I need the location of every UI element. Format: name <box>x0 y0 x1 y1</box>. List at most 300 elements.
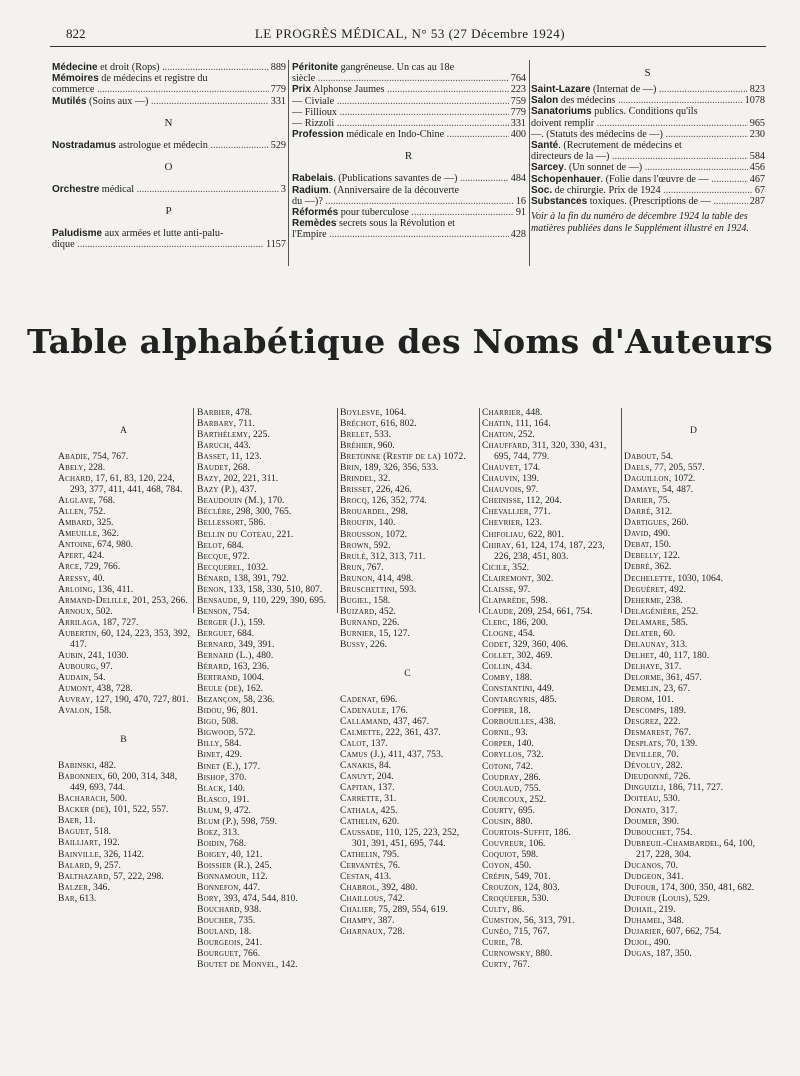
author-name: Bourgeois <box>197 937 241 949</box>
author-name: Cathala <box>340 804 376 816</box>
author-pages: , 311, 320, 330, 431, 695, 744, 779. <box>494 440 607 463</box>
author-entry <box>482 595 618 606</box>
author-pages: , 755. <box>519 782 541 794</box>
author-entry <box>197 506 333 517</box>
index-entry <box>52 228 286 239</box>
author-name: Brown <box>340 539 369 551</box>
author-entry <box>482 926 618 937</box>
author-pages: , 97. <box>95 660 113 672</box>
author-name: Derom <box>624 694 653 706</box>
author-entry <box>58 804 190 815</box>
author-pages: , 18. <box>513 705 531 717</box>
author-entry <box>340 882 476 893</box>
index-entry-rest: l'Empire <box>292 229 327 241</box>
author-entry <box>340 451 476 462</box>
author-name: Becque <box>197 550 228 562</box>
index-entry-rest: pour tuberculose <box>338 207 409 219</box>
author-name: Daguillon <box>624 473 669 485</box>
author-entry <box>482 849 618 860</box>
authors-column-1 <box>58 407 190 904</box>
author-entry <box>624 495 764 506</box>
author-name: Benson <box>197 605 228 617</box>
author-pages: , 60, 124, 223, 353, 392, 417. <box>70 627 190 650</box>
author-letter-heading: A <box>120 425 128 436</box>
author-name: Bishop <box>197 771 225 783</box>
index-entry <box>52 73 286 84</box>
section-title: Table alphabétique des Noms d'Auteurs <box>26 322 773 361</box>
author-name: Cadenat <box>340 694 376 706</box>
index-entry-rest: de médecins et registre du <box>98 73 208 85</box>
author-entry <box>482 871 618 882</box>
author-pages: , 732. <box>521 749 544 761</box>
author-pages: , 136, 411. <box>92 583 134 595</box>
author-entry <box>482 407 618 418</box>
author-name: Claparède <box>482 594 527 606</box>
author-pages: , 452. <box>374 605 396 617</box>
author-entry <box>197 429 333 440</box>
author-name: Bonnefon <box>197 882 239 894</box>
author-entry <box>340 418 476 429</box>
author-pages: , 684. <box>222 539 244 551</box>
index-entry <box>52 96 286 107</box>
author-name: Crépin <box>482 870 510 882</box>
author-entry <box>482 617 618 628</box>
author-pages: , 361, 457. <box>661 671 702 683</box>
author-pages: , 766. <box>238 948 261 960</box>
index-letter-heading: N <box>164 116 174 129</box>
author-pages: , 767. <box>361 561 384 573</box>
author-entry <box>624 771 764 782</box>
author-pages: , 454. <box>513 627 535 639</box>
author-entry <box>58 451 190 462</box>
author-pages: , 188. <box>510 672 532 684</box>
author-name: Champy <box>340 914 373 926</box>
author-pages: , 1072. <box>380 528 408 540</box>
index-keyword: Substances <box>531 196 588 208</box>
author-pages: , 186. <box>549 826 571 838</box>
index-keyword: Mutilés <box>52 95 87 107</box>
author-name: Donato <box>624 804 656 816</box>
author-name: Cervantès <box>340 859 384 871</box>
index-entry-rest: — Civiale <box>292 95 335 107</box>
author-entry <box>482 628 618 639</box>
index-entry <box>52 239 286 250</box>
index-entry-text <box>292 207 514 218</box>
index-entry-rest: . (Un sonnet de —) <box>563 162 643 174</box>
author-name: Boidin <box>197 837 225 849</box>
author-entry <box>482 738 618 749</box>
author-name: Bréhier <box>340 440 374 452</box>
author-entry <box>58 606 190 617</box>
author-name: Dubouchet <box>624 826 671 838</box>
author-entry <box>340 407 476 418</box>
author-entry <box>482 562 618 573</box>
author-entry <box>624 484 764 495</box>
author-entry <box>58 539 190 550</box>
index-keyword: Schopenhauer <box>531 173 601 185</box>
author-entry <box>482 429 618 440</box>
author-pages: , 18. <box>234 926 252 938</box>
author-name: Clairemont <box>482 572 532 584</box>
author-name: Bouland <box>197 926 235 938</box>
author-pages: , 443. <box>229 440 251 452</box>
author-pages: , 529. <box>688 892 711 904</box>
author-pages: , 187, 727. <box>97 616 139 628</box>
author-pages: , 411, 437, 753. <box>383 749 444 761</box>
author-pages: , 620. <box>377 815 400 827</box>
author-entry <box>624 705 764 716</box>
index-entry <box>531 95 765 106</box>
index-entry-text <box>531 185 753 196</box>
index-entry-rest: doivent remplir <box>531 117 595 129</box>
index-entry-text <box>292 229 509 240</box>
author-pages: , 1030, 1064. <box>672 572 723 584</box>
author-name: Coppier <box>482 705 514 717</box>
author-entry <box>197 617 333 628</box>
index-entry-text <box>292 218 526 229</box>
author-name: Cicile <box>482 561 508 573</box>
author-name: Bussy <box>340 638 366 650</box>
author-entry <box>482 661 618 672</box>
author-name: Curie <box>482 937 506 949</box>
author-name: Aubin <box>58 649 84 661</box>
index-entry-text <box>52 62 269 73</box>
index-entry <box>292 118 526 129</box>
author-name: Delagénière <box>624 605 677 617</box>
author-entry <box>58 506 190 517</box>
index-keyword: Radium <box>292 184 329 196</box>
author-pages: , 11. <box>79 815 96 827</box>
author-entry <box>58 837 190 848</box>
author-pages: , 286. <box>519 771 541 783</box>
author-entry <box>482 418 618 429</box>
author-pages: , 150. <box>649 539 672 551</box>
author-entry <box>340 606 476 617</box>
index-entry-text <box>531 174 748 185</box>
author-pages: , 61, 124, 174, 187, 223, 226, 238, 451, 803. <box>494 539 605 562</box>
author-name: Chaton <box>482 429 514 441</box>
journal-title: LE PROGRÈS MÉDICAL, N° 53 (27 Décembre 1924) <box>254 26 566 41</box>
author-name: Debré <box>624 561 650 573</box>
author-entry <box>482 805 618 816</box>
author-entry <box>58 860 190 871</box>
author-name: Desplats <box>624 738 662 750</box>
author-entry <box>624 937 764 948</box>
author-pages: , 880. <box>511 815 533 827</box>
author-name: Desmarest <box>624 727 670 739</box>
author-name: Caussade <box>340 826 381 838</box>
author-entry <box>58 517 190 528</box>
author-entry <box>197 794 333 805</box>
author-entry <box>197 871 333 882</box>
author-pages: , 9, 257. <box>89 859 121 871</box>
author-entry <box>340 738 476 749</box>
author-entry <box>197 551 333 562</box>
author-name: Delorme <box>624 671 662 683</box>
author-entry <box>58 595 190 606</box>
author-name: Callamand <box>340 716 389 728</box>
author-entry <box>197 893 333 904</box>
author-entry <box>197 783 333 794</box>
author-entry <box>340 915 476 926</box>
author-pages: , 572. <box>233 727 256 739</box>
author-pages: , 362. <box>649 561 672 573</box>
author-name: Dudgeon <box>624 870 662 882</box>
author-entry <box>197 716 333 727</box>
page-number: 822 <box>66 26 86 41</box>
author-pages: , 729, 766. <box>79 561 121 573</box>
author-entry <box>624 827 764 838</box>
index-page-number: 400 <box>510 129 526 141</box>
author-pages: , 768. <box>224 837 247 849</box>
author-entry <box>624 584 764 595</box>
author-pages: , 137. <box>372 782 395 794</box>
author-name: Arrilaga <box>58 616 98 628</box>
index-entry <box>292 62 526 73</box>
author-entry <box>340 705 476 716</box>
author-entry <box>197 529 333 540</box>
index-entry-rest: gangréneuse. Un cas au 18e <box>338 62 455 73</box>
author-pages: , 137. <box>366 738 388 750</box>
author-name: Bailliart <box>58 837 99 849</box>
author-pages: , 711. <box>233 418 255 430</box>
author-pages: , 771. <box>528 506 551 518</box>
author-name: Armand-Delille <box>58 594 128 606</box>
author-entry <box>197 761 333 772</box>
author-pages: , 40, 117, 180. <box>654 649 710 661</box>
author-pages: , 742. <box>383 892 405 904</box>
author-name: Claude <box>482 605 514 617</box>
author-entry <box>482 937 618 948</box>
author-entry <box>482 716 618 727</box>
index-entry-rest: publics. Conditions qu'ils <box>591 106 698 118</box>
author-name: Baudet <box>197 462 229 474</box>
author-pages: , 127, 190, 470, 727, 801. <box>90 694 189 706</box>
index-entry <box>52 62 286 73</box>
author-name: Comby <box>482 672 511 684</box>
index-entry <box>531 118 765 129</box>
author-entry <box>482 727 618 738</box>
author-pages: , 393, 474, 544, 810. <box>218 893 298 905</box>
author-name: Apert <box>58 550 83 562</box>
author-name: Beaudouin (M.) <box>197 495 263 507</box>
author-name: Cestan <box>340 870 370 882</box>
author-entry <box>340 517 476 528</box>
author-name: Couvreur <box>482 837 524 849</box>
author-name: Chifoliau <box>482 528 524 540</box>
author-pages: , 616, 802. <box>375 418 417 430</box>
author-entry <box>340 727 476 738</box>
author-entry <box>624 451 764 462</box>
author-pages: , 607, 662, 754. <box>661 926 722 938</box>
author-pages: , 530. <box>527 893 549 905</box>
author-entry <box>624 462 764 473</box>
index-page-number: 331 <box>510 118 526 130</box>
column-divider <box>529 60 530 266</box>
author-name: Broufin <box>340 517 374 529</box>
author-pages: , 392, 480. <box>376 881 418 893</box>
author-pages: , 9, 472. <box>219 804 251 816</box>
author-name: Carrette <box>340 793 380 805</box>
author-pages: , 593. <box>394 583 417 595</box>
author-name: Aubertin <box>58 627 97 639</box>
author-pages: , 598, 759. <box>236 815 277 827</box>
author-entry <box>58 550 190 561</box>
author-entry <box>197 540 333 551</box>
author-entry <box>58 661 190 672</box>
author-name: Becquerel <box>197 561 242 573</box>
author-name: Bazy (P.) <box>197 484 236 496</box>
author-name: Dartigues <box>624 517 667 529</box>
author-entry <box>482 517 618 528</box>
author-pages: , 70. <box>661 749 679 761</box>
author-pages: , 754, 767. <box>87 451 129 462</box>
author-name: Chiray <box>482 539 512 551</box>
author-name: Boez <box>197 826 218 838</box>
author-name: Doiteau <box>624 793 659 805</box>
index-entry <box>531 162 765 173</box>
author-pages: , 742. <box>511 760 533 772</box>
author-entry <box>624 749 764 760</box>
author-name: Cadenaule <box>340 705 387 717</box>
index-entry-text <box>52 184 279 195</box>
author-pages: , 111, 164. <box>510 418 551 430</box>
author-name: Curty <box>482 959 509 971</box>
author-pages: , 260. <box>666 517 689 529</box>
author-name: Barbier <box>197 407 231 418</box>
author-name: Bigwood <box>197 727 234 739</box>
author-name: Clerc <box>482 616 508 628</box>
author-pages: , 622, 801. <box>523 528 565 540</box>
author-entry <box>624 904 764 915</box>
author-name: Dujarier <box>624 926 662 938</box>
index-page-number: 467 <box>749 173 765 185</box>
author-entry <box>624 871 764 882</box>
author-entry <box>197 849 333 860</box>
author-entry <box>482 705 618 716</box>
author-pages: , 122. <box>658 550 681 562</box>
author-pages: , 112. <box>246 870 268 882</box>
author-entry <box>482 506 618 517</box>
author-name: Culty <box>482 904 508 916</box>
index-entry-text <box>292 129 509 140</box>
author-entry <box>624 716 764 727</box>
author-pages: , 437. <box>235 484 257 496</box>
author-name: Dabout <box>624 451 657 462</box>
author-name: Bazy <box>197 473 219 485</box>
author-entry <box>482 882 618 893</box>
index-keyword: Santé <box>531 140 559 152</box>
author-pages: , 754. <box>227 605 250 617</box>
author-name: Baguet <box>58 826 90 838</box>
author-entry <box>624 838 764 860</box>
author-name: Deguéret <box>624 583 665 595</box>
author-name: Bensaude <box>197 594 238 606</box>
author-pages: , 186, 711, 727. <box>663 782 724 794</box>
index-keyword: Soc. <box>531 184 553 196</box>
author-name: Brouardel <box>340 506 387 518</box>
author-name: Bigo <box>197 716 217 728</box>
author-pages: , 313. <box>665 638 688 650</box>
author-entry <box>624 782 764 793</box>
index-entry-rest: toxiques. (Prescriptions de — <box>587 196 711 208</box>
index-entry-text <box>531 118 748 129</box>
author-entry <box>340 904 476 915</box>
author-entry <box>340 628 476 639</box>
authors-column-4 <box>482 407 618 970</box>
author-pages: , 252. <box>676 605 699 617</box>
author-entry <box>197 705 333 716</box>
author-name: Bory <box>197 893 219 905</box>
index-keyword: Paludisme <box>52 228 103 240</box>
author-pages: , 326, 1142. <box>98 848 145 860</box>
author-entry <box>624 915 764 926</box>
author-pages: , 674, 980. <box>92 539 134 551</box>
author-entry <box>482 440 618 462</box>
author-pages: , 972. <box>227 550 250 562</box>
index-entry-rest: et droit (Rops) <box>97 62 160 73</box>
author-pages: , 880. <box>530 948 553 960</box>
author-entry <box>340 926 476 937</box>
author-name: Courcoux <box>482 793 525 805</box>
author-entry <box>624 650 764 661</box>
author-name: Bellessort <box>197 517 244 529</box>
author-pages: , 140. <box>512 738 534 750</box>
author-name: Bernard (L.) <box>197 650 252 662</box>
index-entry <box>292 73 526 84</box>
author-entry <box>624 506 764 517</box>
author-pages: , 11, 123. <box>226 451 262 463</box>
author-pages: , 70, 139. <box>661 738 698 750</box>
author-entry <box>197 407 333 418</box>
index-entry <box>531 196 765 207</box>
author-entry <box>340 782 476 793</box>
index-page-number: 759 <box>510 95 526 107</box>
author-pages: , 84. <box>374 760 392 772</box>
author-name: Brelet <box>340 429 370 441</box>
author-entry <box>482 893 618 904</box>
author-pages: , 97. <box>521 484 539 496</box>
author-entry <box>58 683 190 694</box>
index-entry-rest: (Soins aux —) <box>86 95 149 107</box>
author-pages: , 502. <box>91 605 113 617</box>
author-pages: , 163, 236. <box>228 661 270 673</box>
author-name: Darier <box>624 495 654 507</box>
author-name: Brisset <box>340 484 372 496</box>
index-entry-text <box>292 185 526 196</box>
index-page-number: 91 <box>515 207 526 219</box>
author-pages: , 298. <box>386 506 408 518</box>
author-pages: , 1072. <box>668 473 696 485</box>
author-name: Allen <box>58 506 84 518</box>
index-entry-text <box>531 84 748 95</box>
author-name: Cathelin <box>340 848 378 860</box>
author-entry <box>340 573 476 584</box>
author-name: Darré <box>624 506 651 518</box>
author-entry <box>624 882 764 893</box>
author-entry <box>482 948 618 959</box>
index-entry-text <box>531 140 765 151</box>
author-pages: , 101. <box>652 694 674 706</box>
author-entry <box>482 639 618 650</box>
author-name: Buizard <box>340 605 375 617</box>
index-entry-rest: (Internat de —) <box>590 84 657 95</box>
author-pages: , 592. <box>368 539 391 551</box>
author-pages: , 268. <box>228 462 250 474</box>
author-name: Constantini <box>482 683 533 695</box>
author-pages: , 101, 522, 557. <box>108 804 169 816</box>
author-name: Brulé <box>340 550 366 562</box>
